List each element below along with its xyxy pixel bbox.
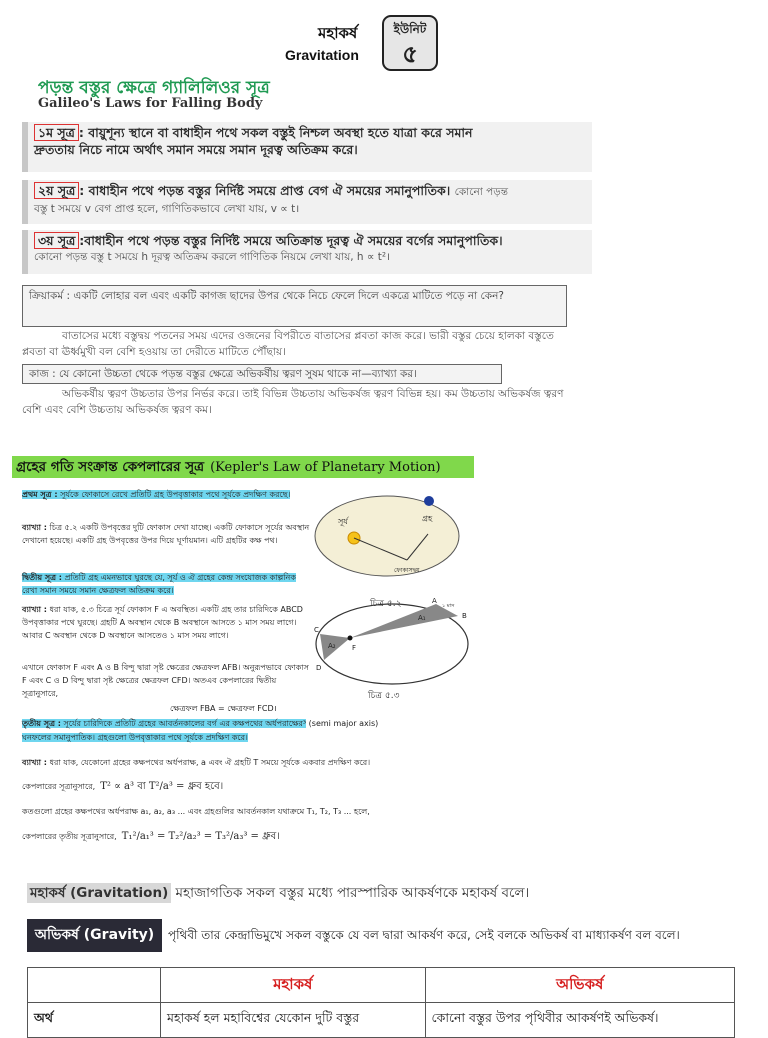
law2-line1b: কোনো পড়ন্ত [454, 186, 508, 198]
point-a: A [432, 598, 437, 605]
figure-5-2-caption: চিত্র ৫.২ [370, 599, 402, 609]
table-cell: মহাকর্ষ হল মহাবিশ্বের যেকোন দুটি বস্তুর [161, 1003, 426, 1038]
third-expl-text: ধরা যাক, যেকোনো গ্রহের কক্ষপথের অর্ধপরাক্ষ, a এবং ঐ গ্রহটি T সময়ে সূর্যকে একবার প্রদক্ষিণ করে। [49, 758, 371, 767]
kepler-title-en: (Kepler's Law of Planetary Motion) [210, 460, 441, 475]
task-answer: অভিকর্ষীয় ত্বরণ উচ্চতার উপর নির্ভর করে। তাই বিভিন্ন উচ্চতায় অভিকর্ষজ ত্বরণ বিভিন্ন হয়। কম উচ্চতায় অভিকর্ষজ ত্বরণ বেশি এবং বেশি উচ্চতায় অভিকর্ষজ ত্বরণ কম। [22, 388, 564, 416]
eq1: T² ∝ a³ বা T²/a³ = ধ্রুব হবে। [100, 781, 224, 792]
activity-answer: বাতাসের মধ্যে বস্তুদ্বয় পতনের সময় এদের ওজনের বিপরীতে বাতাসের প্লবতা কাজ করে। ভারী বস্তুর চেয়ে হালকা বস্তুতে প্লবতা বা ঊর্ধ্বমুখী বল বেশি হওয়ায় তা দেরীতে মাটিতে পৌঁছায়। [22, 330, 554, 358]
eq1-prefix: কেপলারের সূত্রানুসারে, [22, 782, 96, 791]
point-b: B [462, 612, 467, 620]
activity-box: ক্রিয়াকর্ম : একটি লোহার বল এবং একটি কাগজ ছাদের উপর থেকে নিচে ফেলে দিলে একত্রে মাটিতে পড়ে না কেন? [22, 285, 567, 327]
orbit-ellipse-1 [315, 496, 459, 576]
table-header-gravitation: মহাকর্ষ [161, 968, 426, 1003]
first-expl-label: ব্যাখ্যা : [22, 523, 47, 532]
gravitation-def: মহাজাগতিক সকল বস্তুর মধ্যে পারস্পারিক আকর্ষণকে মহাকর্ষ বলে। [175, 885, 530, 901]
second-law-text: প্রতিটি গ্রহ এমনভাবে ঘুরছে যে, সূর্য ও ঐ গ্রহের কেন্দ্র সংযোজক কাল্পনিক রেখা সমান সময়ে সমান ক্ষেত্রফল অতিক্রম করে। [22, 573, 296, 595]
eq3-prefix: কেপলারের তৃতীয় সূত্রানুসারে, [22, 832, 117, 841]
kepler-title-bn: গ্রহের গতি সংক্রান্ত কেপলারের সূত্র [16, 459, 205, 475]
unit-number: ৫ [402, 40, 418, 68]
second-expl-text: ধরা যাক, ৫.৩ চিত্রে সূর্য ফোকাস F এ অবস্থিত। একটি গ্রহ তার চারিদিকে ABCD উপবৃত্তাকার পথে ঘুরছে। গ্রহটি A অবস্থান থেকে B অবস্থানে আসতে ১ মাস সময় লাগে। আবার C অবস্থান থেকে D অবস্থানে আসতেও ১ মাস সময় লাগে। [22, 605, 303, 640]
table-row-label: অর্থ [28, 1003, 161, 1038]
first-expl-text: চিত্র ৫.২ একটি উপবৃত্তের দুটি ফোকাস দেখা যাচ্ছে। একটি ফোকাসে সূর্যের অবস্থান দেখানো হয়েছে। একটি গ্রহ উপবৃত্তের উপর দিয়ে ঘূর্ণায়মান। এটি গ্রহটির কক্ষ পথ। [22, 523, 310, 545]
third-law-text: সূর্যের চারিদিকে প্রতিটি গ্রহের আবর্তনকালের বর্গ এর কক্ষপথের অর্ধপরাক্ষের³ [63, 719, 307, 728]
kepler-first-law [22, 488, 312, 501]
unit-label: ইউনিট [393, 22, 427, 36]
table-cell: কোনো বস্তুর উপর পৃথিবীর আকর্ষণই অভিকর্ষ। [425, 1003, 735, 1038]
law2-line1: : বাধাহীন পথে পড়ন্ত বস্তুর নির্দিষ্ট সময়ে প্রাপ্ত বেগ ঐ সময়ের সমানুপাতিক। [79, 183, 451, 198]
galileo-subtitle: Galileo's Laws for Falling Body [38, 96, 263, 111]
figure-5-3-caption: চিত্র ৫.৩ [368, 691, 400, 701]
kepler-first-expl [22, 521, 312, 547]
focus-point [348, 636, 353, 641]
table-header-gravity: অভিকর্ষ [425, 968, 735, 1003]
kepler-second-eq: ক্ষেত্রফল FBA = ক্ষেত্রফল FCD। [170, 704, 277, 713]
focus-label: ফোকাসদ্বয় [394, 567, 420, 574]
figure-5-3 [312, 598, 474, 686]
table-header-blank [28, 968, 161, 1003]
table-row [28, 1003, 735, 1038]
law2-line2: বস্তু t সময়ে v বেগ প্রাপ্ত হলে, গাণিতিকভাবে লেখা যায়, v ∝ t। [34, 203, 300, 215]
gravity-def: পৃথিবী তার কেন্দ্রাভিমুখে সকল বস্তুকে যে বল দ্বারা আকর্ষণ করে, সেই বলকে অভিকর্ষ বা মাধ্যাকর্ষণ বল বলে। [168, 928, 680, 942]
galileo-law-1 [22, 122, 592, 172]
unit-badge [382, 15, 438, 71]
comparison-table [27, 967, 735, 1038]
third-law-semi: (semi major axis) [308, 719, 379, 728]
eq3: T₁²/a₁³ = T₂²/a₂³ = T₃²/a₃³ = ধ্রুব। [121, 831, 280, 842]
first-law-text: সূর্যকে ফোকাসে রেখে প্রতিটি গ্রহ উপবৃত্তাকার পথে সূর্যকে প্রদক্ষিণ করছে। [60, 490, 291, 499]
kepler-eq3 [22, 830, 492, 844]
label-a2: A₂ [328, 642, 336, 650]
law1-tag: ১ম সূত্র [34, 124, 79, 141]
label-month: ১ মাস [442, 603, 455, 609]
point-d: D [316, 664, 322, 672]
kepler-third-expl [22, 756, 492, 770]
area-a1 [350, 604, 458, 638]
point-c: C [314, 626, 319, 634]
kepler-title [12, 456, 474, 478]
law3-line2: কোনো পড়ন্ত বস্তু t সময়ে h দূরত্ব অতিক্রম করলে গাণিতিক নিয়মে লেখা যায়, h ∝ t²। [34, 251, 391, 263]
second-expl-label: ব্যাখ্যা : [22, 605, 47, 614]
law3-line1: :বাধাহীন পথে পড়ন্ত বস্তুর নির্দিষ্ট সময়ে অতিক্রান্ত দূরত্ব ঐ সময়ের বর্গের সমানুপাতিক। [79, 233, 503, 248]
header-title-en: Gravitation [285, 47, 359, 63]
kepler-second-expl2: এখানে ফোকাস F এবং A ও B বিন্দু দ্বারা সৃষ্ট ক্ষেত্রের ক্ষেত্রফল AFB। অনুরূপভাবে ফোকাস F এবং C ও D বিন্দু দ্বারা সৃষ্ট ক্ষেত্রের ক্ষেত্রফল CFD। অতএব কেপলারের দ্বিতীয় সূত্রানুসারে, [22, 663, 309, 698]
law1-line1: : বায়ুশূন্য স্থানে বা বাধাহীন পথে সকল বস্তুই নিশ্চল অবস্থা হতে যাত্রা করে সমান [78, 125, 473, 140]
galileo-law-2 [22, 180, 592, 224]
sun-label: সূর্য [338, 517, 348, 526]
planet-label: গ্রহ [422, 514, 433, 523]
kepler-eq2: কতগুলো গ্রহের কক্ষপথের অর্ধপরাক্ষ a₁, a₂, a₃ ... এবং গ্রহগুলির আবর্তনকাল যথাক্রমে T₁, T₂, T₃ ... হলে, [22, 807, 370, 816]
second-law-label: দ্বিতীয় সূত্র : [22, 573, 62, 582]
figure-5-2 [312, 488, 472, 593]
label-a1: A₁ [418, 614, 426, 622]
gravitation-definition [27, 882, 529, 905]
third-expl-label: ব্যাখ্যা : [22, 758, 47, 767]
gravity-key: অভিকর্ষ (Gravity) [27, 919, 162, 952]
third-law-text2: ঘনফলের সমানুপাতিক। গ্রহগুলো উপবৃত্তাকার পথে সূর্যকে প্রদক্ষিণ করে। [22, 733, 248, 742]
first-law-label: প্রথম সূত্র : [22, 490, 58, 499]
law3-tag: ৩য় সূত্র [34, 232, 79, 249]
point-f: F [352, 644, 357, 652]
task-box: কাজ : যে কোনো উচ্চতা থেকে পড়ন্ত বস্তুর ক্ষেত্রে অভিকর্ষীয় ত্বরণ সুষম থাকে না—ব্যাখ্যা কর। [22, 364, 502, 384]
kepler-third-law [22, 717, 477, 745]
table-header-row [28, 968, 735, 1003]
header-title-bn: মহাকর্ষ [318, 24, 358, 42]
kepler-eq1 [22, 780, 492, 794]
law1-line2: দ্রুততায় নিচে নামে অর্থাৎ সমান সময়ে সমান দূরত্ব অতিক্রম করে। [34, 142, 358, 157]
kepler-second-expl [22, 603, 312, 642]
gravitation-key: মহাকর্ষ (Gravitation) [27, 883, 171, 903]
kepler-second-law [22, 571, 312, 597]
law2-tag: ২য় সূত্র [34, 182, 79, 199]
planet-icon [424, 496, 434, 506]
galileo-law-3 [22, 230, 592, 274]
galileo-title: পড়ন্ত বস্তুর ক্ষেত্রে গ্যালিলিওর সূত্র [38, 78, 270, 98]
third-law-label: তৃতীয় সূত্র : [22, 719, 61, 728]
